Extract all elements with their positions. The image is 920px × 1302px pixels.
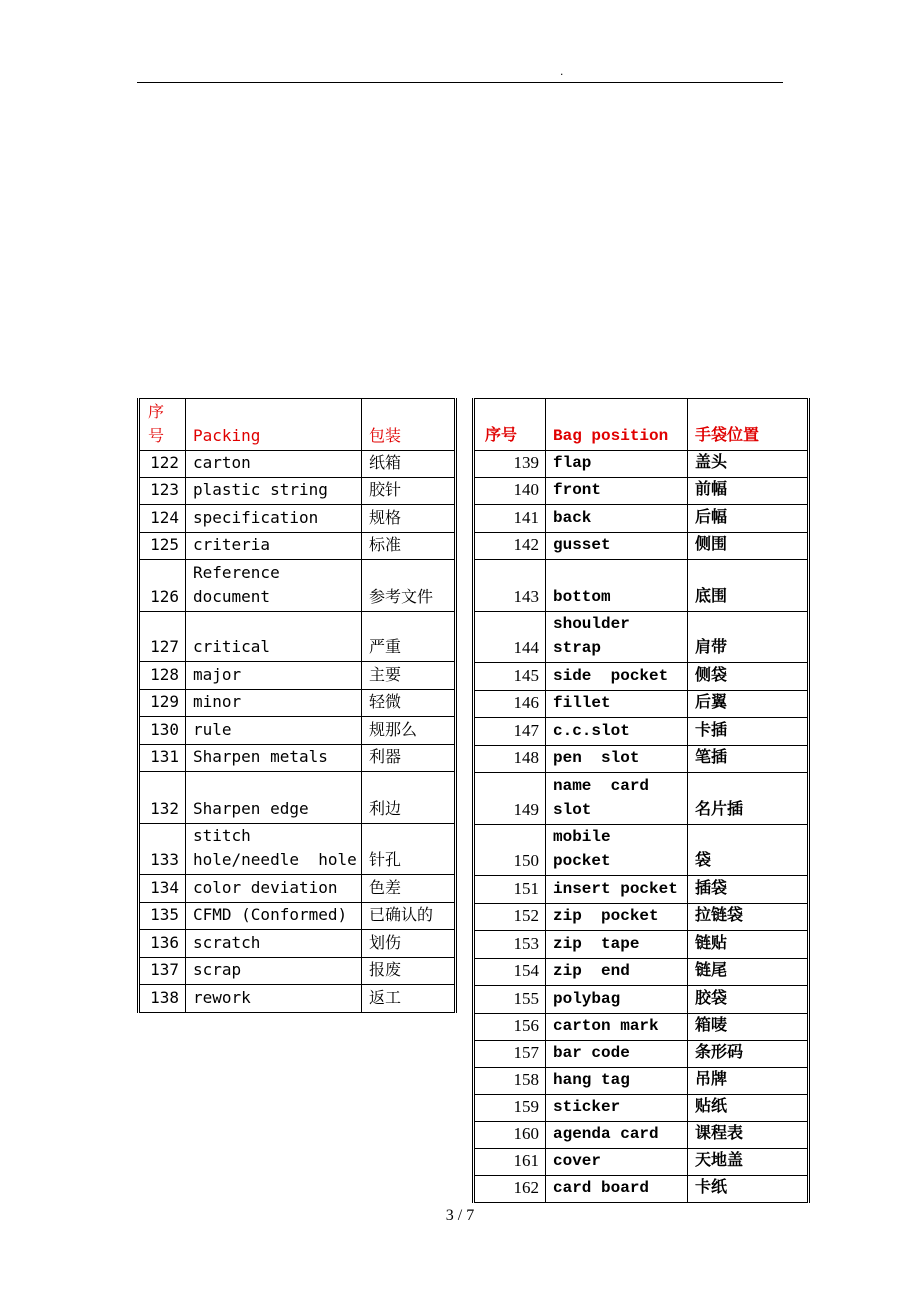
row-term-chinese: 已确认的 (362, 903, 456, 930)
row-term-chinese: 笔插 (688, 746, 809, 773)
row-term-chinese: 后幅 (688, 505, 809, 533)
table-row (474, 931, 809, 959)
row-term-english: minor (186, 690, 362, 717)
row-serial-number: 126 (139, 560, 186, 612)
table-row (139, 930, 456, 958)
row-term-chinese: 吊牌 (688, 1068, 809, 1095)
table-row (474, 560, 809, 612)
row-term-english: bar code (546, 1041, 688, 1068)
row-term-english: carton mark (546, 1014, 688, 1041)
row-term-english: mobile pocket (546, 825, 688, 876)
table-row (474, 505, 809, 533)
row-serial-number: 139 (474, 451, 546, 478)
row-serial-number: 162 (474, 1176, 546, 1203)
row-term-english: rework (186, 985, 362, 1013)
row-term-chinese: 卡插 (688, 718, 809, 746)
row-serial-number: 124 (139, 505, 186, 533)
row-serial-number: 125 (139, 533, 186, 560)
table-row (474, 773, 809, 825)
row-term-chinese: 课程表 (688, 1122, 809, 1149)
header-serial-number: 序号 (474, 399, 546, 451)
table-row (474, 959, 809, 986)
row-serial-number: 127 (139, 612, 186, 662)
table-row (474, 1041, 809, 1068)
row-serial-number: 137 (139, 958, 186, 985)
row-term-english: zip end (546, 959, 688, 986)
row-serial-number: 135 (139, 903, 186, 930)
packing-table-body (139, 399, 456, 1013)
table-row (139, 985, 456, 1013)
row-term-english: Reference document (186, 560, 362, 612)
row-term-english: shoulder strap (546, 612, 688, 663)
table-row (474, 612, 809, 663)
header-bag-position-cn: 手袋位置 (688, 399, 809, 451)
row-term-chinese: 针孔 (362, 824, 456, 875)
row-term-chinese: 参考文件 (362, 560, 456, 612)
row-term-english: rule (186, 717, 362, 745)
row-term-english: c.c.slot (546, 718, 688, 746)
row-term-chinese: 卡纸 (688, 1176, 809, 1203)
table-row (474, 533, 809, 560)
table-row (474, 1176, 809, 1203)
table-row (139, 903, 456, 930)
table-row (474, 1095, 809, 1122)
row-serial-number: 148 (474, 746, 546, 773)
table-row (474, 478, 809, 505)
row-term-english: back (546, 505, 688, 533)
table-row (474, 1068, 809, 1095)
row-term-english: name card slot (546, 773, 688, 825)
row-term-english: gusset (546, 533, 688, 560)
row-serial-number: 132 (139, 772, 186, 824)
row-serial-number: 128 (139, 662, 186, 690)
table-row (139, 717, 456, 745)
table-row (139, 505, 456, 533)
row-serial-number: 150 (474, 825, 546, 876)
row-term-chinese: 主要 (362, 662, 456, 690)
row-term-english: bottom (546, 560, 688, 612)
row-term-english: criteria (186, 533, 362, 560)
row-term-english: scrap (186, 958, 362, 985)
row-term-english: plastic string (186, 478, 362, 505)
row-term-english: scratch (186, 930, 362, 958)
row-serial-number: 160 (474, 1122, 546, 1149)
row-serial-number: 156 (474, 1014, 546, 1041)
row-serial-number: 130 (139, 717, 186, 745)
table-row (139, 958, 456, 985)
row-serial-number: 151 (474, 876, 546, 904)
row-serial-number: 141 (474, 505, 546, 533)
row-term-english: major (186, 662, 362, 690)
row-term-english: zip pocket (546, 904, 688, 931)
table-header-row (474, 399, 809, 451)
header-bag-position: Bag position (546, 399, 688, 451)
row-term-chinese: 链贴 (688, 931, 809, 959)
row-term-chinese: 纸箱 (362, 451, 456, 478)
table-row (474, 825, 809, 876)
table-row (474, 1149, 809, 1176)
row-serial-number: 152 (474, 904, 546, 931)
page-number: 3 / 7 (445, 1207, 475, 1224)
row-term-chinese: 链尾 (688, 959, 809, 986)
row-term-chinese: 严重 (362, 612, 456, 662)
row-serial-number: 123 (139, 478, 186, 505)
table-row (139, 690, 456, 717)
row-term-english: zip tape (546, 931, 688, 959)
row-term-english: CFMD (Conformed) (186, 903, 362, 930)
table-row (474, 746, 809, 773)
header-packing-cn: 包装 (362, 399, 456, 451)
row-term-english: Sharpen metals (186, 745, 362, 772)
table-row (139, 662, 456, 690)
row-serial-number: 145 (474, 663, 546, 691)
row-term-english: polybag (546, 986, 688, 1014)
table-row (474, 718, 809, 746)
table-row (139, 875, 456, 903)
row-term-chinese: 天地盖 (688, 1149, 809, 1176)
row-term-chinese: 返工 (362, 985, 456, 1013)
row-term-english: cover (546, 1149, 688, 1176)
table-row (139, 560, 456, 612)
row-term-chinese: 插袋 (688, 876, 809, 904)
header-packing: Packing (186, 399, 362, 451)
table-row (139, 478, 456, 505)
row-term-chinese: 胶针 (362, 478, 456, 505)
row-term-english: critical (186, 612, 362, 662)
row-term-chinese: 条形码 (688, 1041, 809, 1068)
row-serial-number: 143 (474, 560, 546, 612)
table-row (139, 533, 456, 560)
header-dot: . (559, 68, 565, 78)
row-serial-number: 144 (474, 612, 546, 663)
row-term-chinese: 色差 (362, 875, 456, 903)
row-serial-number: 136 (139, 930, 186, 958)
row-serial-number: 131 (139, 745, 186, 772)
packing-glossary-table (137, 398, 457, 1013)
table-header-row (139, 399, 456, 451)
row-term-chinese: 侧袋 (688, 663, 809, 691)
row-serial-number: 158 (474, 1068, 546, 1095)
table-row (474, 451, 809, 478)
row-term-english: front (546, 478, 688, 505)
table-row (474, 663, 809, 691)
row-serial-number: 155 (474, 986, 546, 1014)
row-term-english: Sharpen edge (186, 772, 362, 824)
row-serial-number: 149 (474, 773, 546, 825)
row-term-english: flap (546, 451, 688, 478)
row-term-chinese: 盖头 (688, 451, 809, 478)
table-row (474, 904, 809, 931)
row-term-english: pen slot (546, 746, 688, 773)
row-term-english: specification (186, 505, 362, 533)
table-row (474, 1014, 809, 1041)
row-term-chinese: 利器 (362, 745, 456, 772)
table-row (474, 691, 809, 718)
row-term-english: side pocket (546, 663, 688, 691)
table-row (139, 824, 456, 875)
row-term-chinese: 袋 (688, 825, 809, 876)
row-serial-number: 122 (139, 451, 186, 478)
table-row (474, 1122, 809, 1149)
row-term-english: stitch hole/needle hole (186, 824, 362, 875)
row-term-chinese: 侧围 (688, 533, 809, 560)
row-term-chinese: 规格 (362, 505, 456, 533)
row-term-chinese: 肩带 (688, 612, 809, 663)
row-term-chinese: 利边 (362, 772, 456, 824)
header-serial-number: 序号 (139, 399, 186, 451)
row-term-chinese: 贴纸 (688, 1095, 809, 1122)
row-serial-number: 146 (474, 691, 546, 718)
row-term-chinese: 划伤 (362, 930, 456, 958)
table-row (139, 772, 456, 824)
row-serial-number: 147 (474, 718, 546, 746)
row-term-chinese: 轻微 (362, 690, 456, 717)
row-term-chinese: 名片插 (688, 773, 809, 825)
row-term-chinese: 箱唛 (688, 1014, 809, 1041)
table-row (139, 745, 456, 772)
row-term-chinese: 胶袋 (688, 986, 809, 1014)
row-term-english: hang tag (546, 1068, 688, 1095)
row-term-chinese: 后翼 (688, 691, 809, 718)
row-term-english: color deviation (186, 875, 362, 903)
table-row (139, 451, 456, 478)
row-serial-number: 159 (474, 1095, 546, 1122)
row-serial-number: 142 (474, 533, 546, 560)
header-rule (137, 82, 783, 83)
table-row (139, 612, 456, 662)
row-term-english: card board (546, 1176, 688, 1203)
row-term-chinese: 拉链袋 (688, 904, 809, 931)
row-serial-number: 161 (474, 1149, 546, 1176)
row-term-english: sticker (546, 1095, 688, 1122)
row-serial-number: 133 (139, 824, 186, 875)
row-serial-number: 157 (474, 1041, 546, 1068)
bag-position-glossary-table (472, 398, 810, 1203)
row-serial-number: 138 (139, 985, 186, 1013)
row-serial-number: 129 (139, 690, 186, 717)
bag-position-table-body (474, 399, 809, 1203)
row-serial-number: 134 (139, 875, 186, 903)
row-serial-number: 154 (474, 959, 546, 986)
table-row (474, 876, 809, 904)
row-term-english: fillet (546, 691, 688, 718)
table-row (474, 986, 809, 1014)
row-term-english: insert pocket (546, 876, 688, 904)
row-term-english: carton (186, 451, 362, 478)
row-term-chinese: 规那么 (362, 717, 456, 745)
row-serial-number: 153 (474, 931, 546, 959)
row-term-chinese: 标准 (362, 533, 456, 560)
row-serial-number: 140 (474, 478, 546, 505)
row-term-chinese: 前幅 (688, 478, 809, 505)
row-term-chinese: 报废 (362, 958, 456, 985)
row-term-english: agenda card (546, 1122, 688, 1149)
row-term-chinese: 底围 (688, 560, 809, 612)
